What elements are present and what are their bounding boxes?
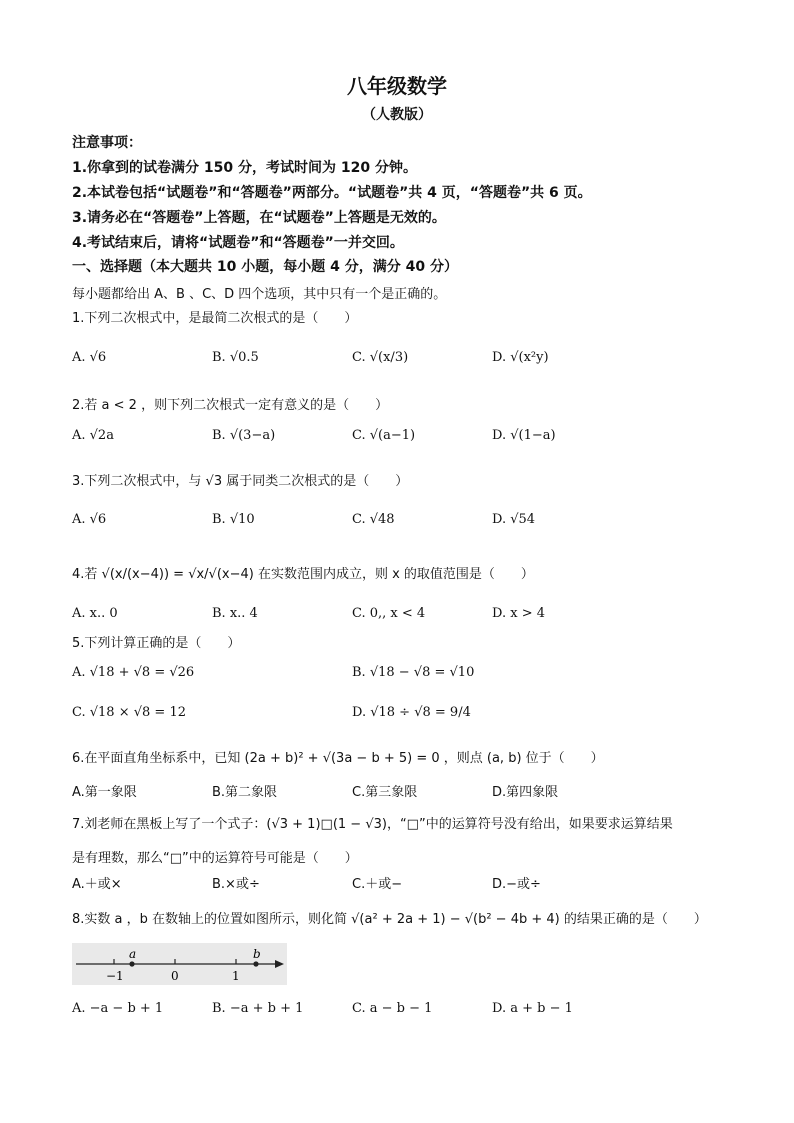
option-b: B.×或÷ bbox=[212, 877, 260, 892]
number-line-figure bbox=[72, 943, 287, 985]
option-d: D. √(x²y) bbox=[492, 350, 549, 365]
option-d: D.第四象限 bbox=[492, 785, 559, 800]
notice-heading: 注意事项： bbox=[72, 135, 142, 151]
question-stem-continued: 是有理数，那么“□”中的运算符号可能是（ ） bbox=[72, 851, 358, 866]
point-label: b bbox=[253, 947, 261, 961]
option-b: B. √0.5 bbox=[212, 350, 259, 365]
option-d: D. √54 bbox=[492, 512, 536, 527]
question-stem: 8.实数 a ，b 在数轴上的位置如图所示，则化简 √(a² + 2a + 1) − √(b² − 4b + 4) 的结果正确的是（ ） bbox=[72, 912, 707, 927]
option-b: B.第二象限 bbox=[212, 785, 278, 800]
section-heading: 一、选择题（本大题共 10 小题，每小题 4 分，满分 40 分） bbox=[72, 259, 458, 275]
option-b: B. √18 − √8 = √10 bbox=[352, 665, 475, 680]
question-stem: 7.刘老师在黑板上写了一个式子：(√3 + 1)□(1 − √3)，“□”中的运算符号没有给出，如果要求运算结果 bbox=[72, 817, 673, 832]
notice-item: 4.考试结束后，请将“试题卷”和“答题卷”一并交回。 bbox=[72, 235, 404, 251]
option-c: C.＋或− bbox=[352, 877, 403, 892]
option-a: A. √6 bbox=[72, 350, 107, 365]
question-stem: 5.下列计算正确的是（ ） bbox=[72, 636, 241, 651]
point-b-dot bbox=[253, 961, 258, 966]
number-line-svg bbox=[72, 943, 287, 985]
option-a: A. −a − b + 1 bbox=[72, 1001, 164, 1016]
option-b: B. −a + b + 1 bbox=[212, 1001, 304, 1016]
point-label: a bbox=[129, 947, 137, 961]
tick-label: 0 bbox=[171, 969, 179, 983]
question-stem: 1.下列二次根式中，是最简二次根式的是（ ） bbox=[72, 311, 358, 326]
option-c: C. √(a−1) bbox=[352, 428, 416, 443]
option-c: C. a − b − 1 bbox=[352, 1001, 433, 1016]
tick-label: 1 bbox=[232, 969, 240, 983]
option-a: A.第一象限 bbox=[72, 785, 137, 800]
option-a: A. x.. 0 bbox=[72, 606, 118, 621]
option-a: A. √18 + √8 = √26 bbox=[72, 665, 195, 680]
option-b: B. √10 bbox=[212, 512, 255, 527]
option-c: C. √(x/3) bbox=[352, 350, 409, 365]
section-instruction: 每小题都给出 A、B 、C、D 四个选项，其中只有一个是正确的。 bbox=[72, 287, 447, 302]
option-d: D. √18 ÷ √8 = 9/4 bbox=[352, 705, 471, 720]
question-stem: 3.下列二次根式中，与 √3 属于同类二次根式的是（ ） bbox=[72, 474, 409, 489]
option-d: D. √(1−a) bbox=[492, 428, 556, 443]
option-b: B. x.. 4 bbox=[212, 606, 258, 621]
page-subtitle: （人教版） bbox=[362, 107, 432, 123]
notice-item: 1.你拿到的试卷满分 150 分，考试时间为 120 分钟。 bbox=[72, 160, 418, 176]
option-c: C. √48 bbox=[352, 512, 395, 527]
option-d: D.−或÷ bbox=[492, 877, 541, 892]
notice-item: 3.请务必在“答题卷”上答题，在“试题卷”上答题是无效的。 bbox=[72, 210, 446, 226]
point-a-dot bbox=[129, 961, 134, 966]
question-stem: 2.若 a < 2 ，则下列二次根式一定有意义的是（ ） bbox=[72, 398, 389, 413]
option-c: C.第三象限 bbox=[352, 785, 418, 800]
page-title: 八年级数学 bbox=[347, 74, 447, 98]
option-d: D. x > 4 bbox=[492, 606, 545, 621]
option-a: A. √6 bbox=[72, 512, 107, 527]
axis-arrow-icon bbox=[275, 960, 284, 968]
question-stem: 4.若 √(x/(x−4)) = √x/√(x−4) 在实数范围内成立，则 x 的取值范围是（ ） bbox=[72, 567, 534, 582]
option-c: C. 0,, x < 4 bbox=[352, 606, 426, 621]
option-a: A.＋或× bbox=[72, 877, 122, 892]
notice-item: 2.本试卷包括“试题卷”和“答题卷”两部分。“试题卷”共 4 页，“答题卷”共 6 页。 bbox=[72, 185, 592, 201]
option-a: A. √2a bbox=[72, 428, 114, 443]
question-stem: 6.在平面直角坐标系中，已知 (2a + b)² + √(3a − b + 5) = 0 ，则点 (a, b) 位于（ ） bbox=[72, 751, 604, 766]
option-b: B. √(3−a) bbox=[212, 428, 276, 443]
tick-label: −1 bbox=[106, 969, 124, 983]
option-c: C. √18 × √8 = 12 bbox=[72, 705, 186, 720]
option-d: D. a + b − 1 bbox=[492, 1001, 573, 1016]
